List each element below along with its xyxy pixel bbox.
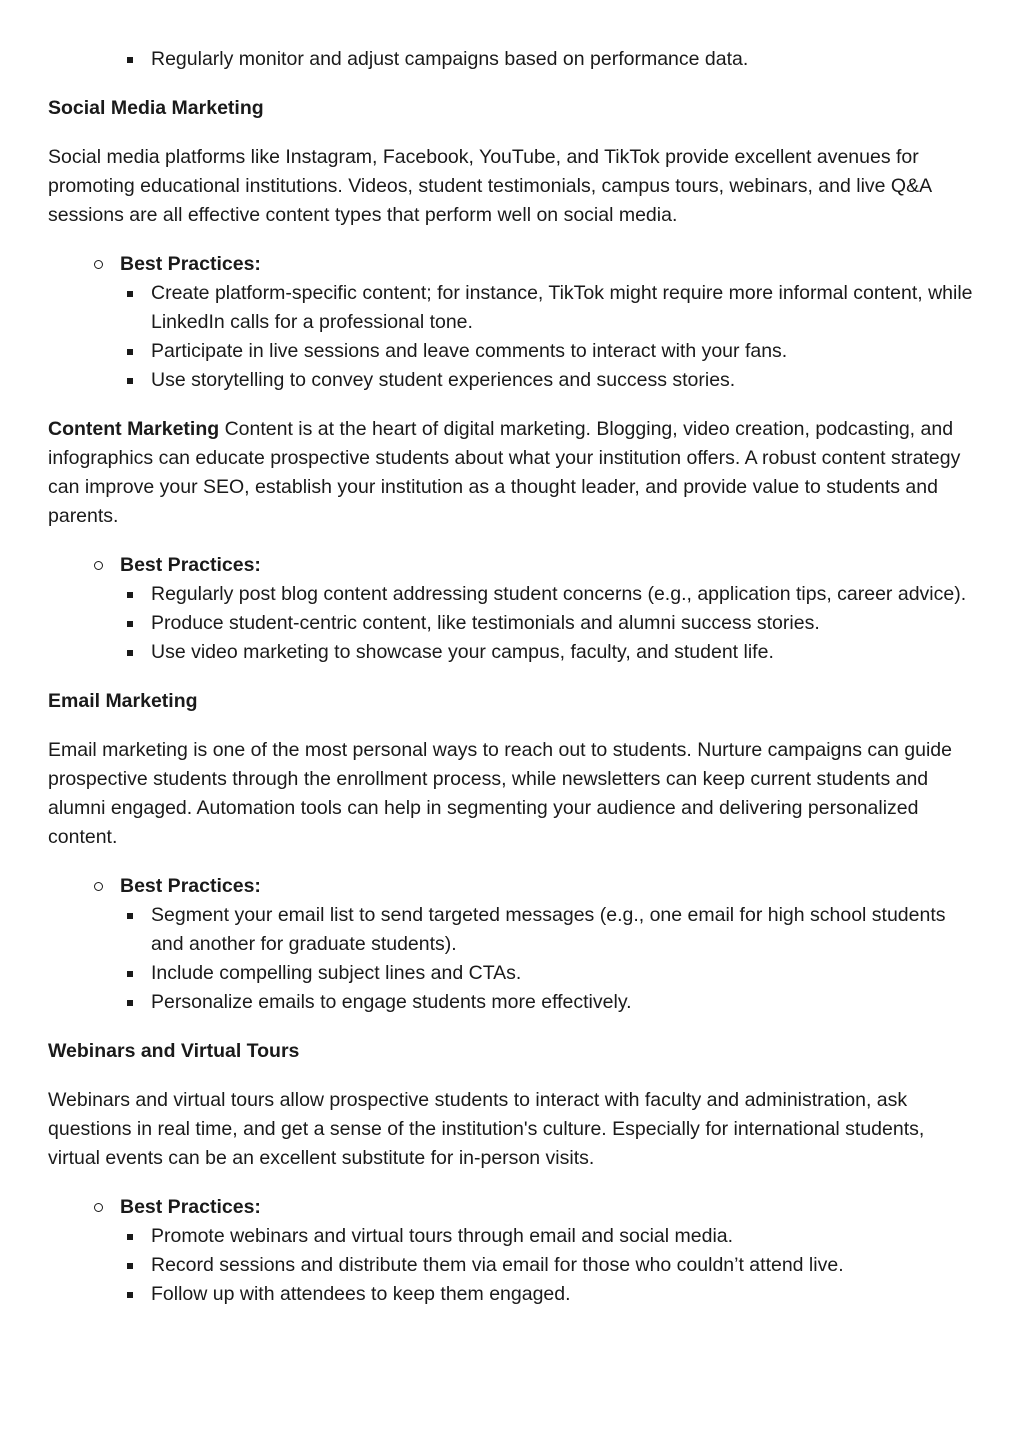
circle-bullet-icon bbox=[94, 882, 103, 891]
list-item: Use video marketing to showcase your campus, faculty, and student life. bbox=[151, 638, 976, 667]
section-body-webinars: Webinars and virtual tours allow prospective students to interact with faculty and administration, ask questions in real time, and get a sense of the institution's culture. Especially for international students, virtual events can be an excellent substitute for in-person visits. bbox=[48, 1089, 925, 1169]
section-heading-webinars: Webinars and Virtual Tours bbox=[48, 1040, 300, 1062]
list-item: Promote webinars and virtual tours through email and social media. bbox=[151, 1222, 976, 1251]
best-practices-list bbox=[48, 279, 976, 395]
section-body-email-marketing: Email marketing is one of the most personal ways to reach out to students. Nurture campaigns can guide prospective students through the enrollment process, while newsletters can keep current students and alumni engaged. Automation tools can help in segmenting your audience and delivering personalized content. bbox=[48, 739, 952, 848]
list-item: Include compelling subject lines and CTAs. bbox=[151, 959, 976, 988]
list-item: Regularly monitor and adjust campaigns based on performance data. bbox=[151, 45, 976, 74]
best-practices-text: Best Practices: bbox=[120, 554, 261, 576]
circle-bullet-icon bbox=[94, 260, 103, 269]
best-practices-list bbox=[48, 580, 976, 667]
section-body-social-media: Social media platforms like Instagram, Facebook, YouTube, and TikTok provide excellent avenues for promoting educational institutions. Videos, student testimonials, campus tours, webinars, and live Q&A sessions are all effective content types that perform well on social media. bbox=[48, 146, 932, 226]
section-heading-email-marketing: Email Marketing bbox=[48, 690, 198, 712]
list-item: Personalize emails to engage students more effectively. bbox=[151, 988, 976, 1017]
best-practices-label bbox=[48, 872, 976, 901]
best-practices-label bbox=[48, 551, 976, 580]
best-practices-label bbox=[48, 1193, 976, 1222]
best-practices-text: Best Practices: bbox=[120, 253, 261, 275]
list-item: Regularly post blog content addressing student concerns (e.g., application tips, career advice). bbox=[151, 580, 976, 609]
list-item: Produce student-centric content, like testimonials and alumni success stories. bbox=[151, 609, 976, 638]
section-heading-content-marketing: Content Marketing bbox=[48, 418, 220, 440]
circle-bullet-icon bbox=[94, 1203, 103, 1212]
list-item: Participate in live sessions and leave comments to interact with your fans. bbox=[151, 337, 976, 366]
circle-bullet-icon bbox=[94, 561, 103, 570]
list-item: Segment your email list to send targeted messages (e.g., one email for high school students and another for graduate students). bbox=[151, 901, 976, 959]
list-item: Create platform-specific content; for instance, TikTok might require more informal content, while LinkedIn calls for a professional tone. bbox=[151, 279, 976, 337]
best-practices-list bbox=[48, 901, 976, 1017]
best-practices-text: Best Practices: bbox=[120, 875, 261, 897]
section-heading-social-media: Social Media Marketing bbox=[48, 97, 264, 119]
best-practices-label bbox=[48, 250, 976, 279]
list-item: Follow up with attendees to keep them engaged. bbox=[151, 1280, 976, 1309]
list-item: Record sessions and distribute them via email for those who couldn’t attend live. bbox=[151, 1251, 976, 1280]
section-body-content-marketing: Content is at the heart of digital marketing. Blogging, video creation, podcasting, and infographics can educate prospective students about what your institution offers. A robust content strategy can improve your SEO, establish your institution as a thought leader, and provide value to students and parents. bbox=[48, 418, 961, 527]
intro-bullet-list bbox=[48, 45, 976, 74]
best-practices-list bbox=[48, 1222, 976, 1309]
section-content-marketing bbox=[48, 415, 976, 531]
list-item: Use storytelling to convey student experiences and success stories. bbox=[151, 366, 976, 395]
best-practices-text: Best Practices: bbox=[120, 1196, 261, 1218]
